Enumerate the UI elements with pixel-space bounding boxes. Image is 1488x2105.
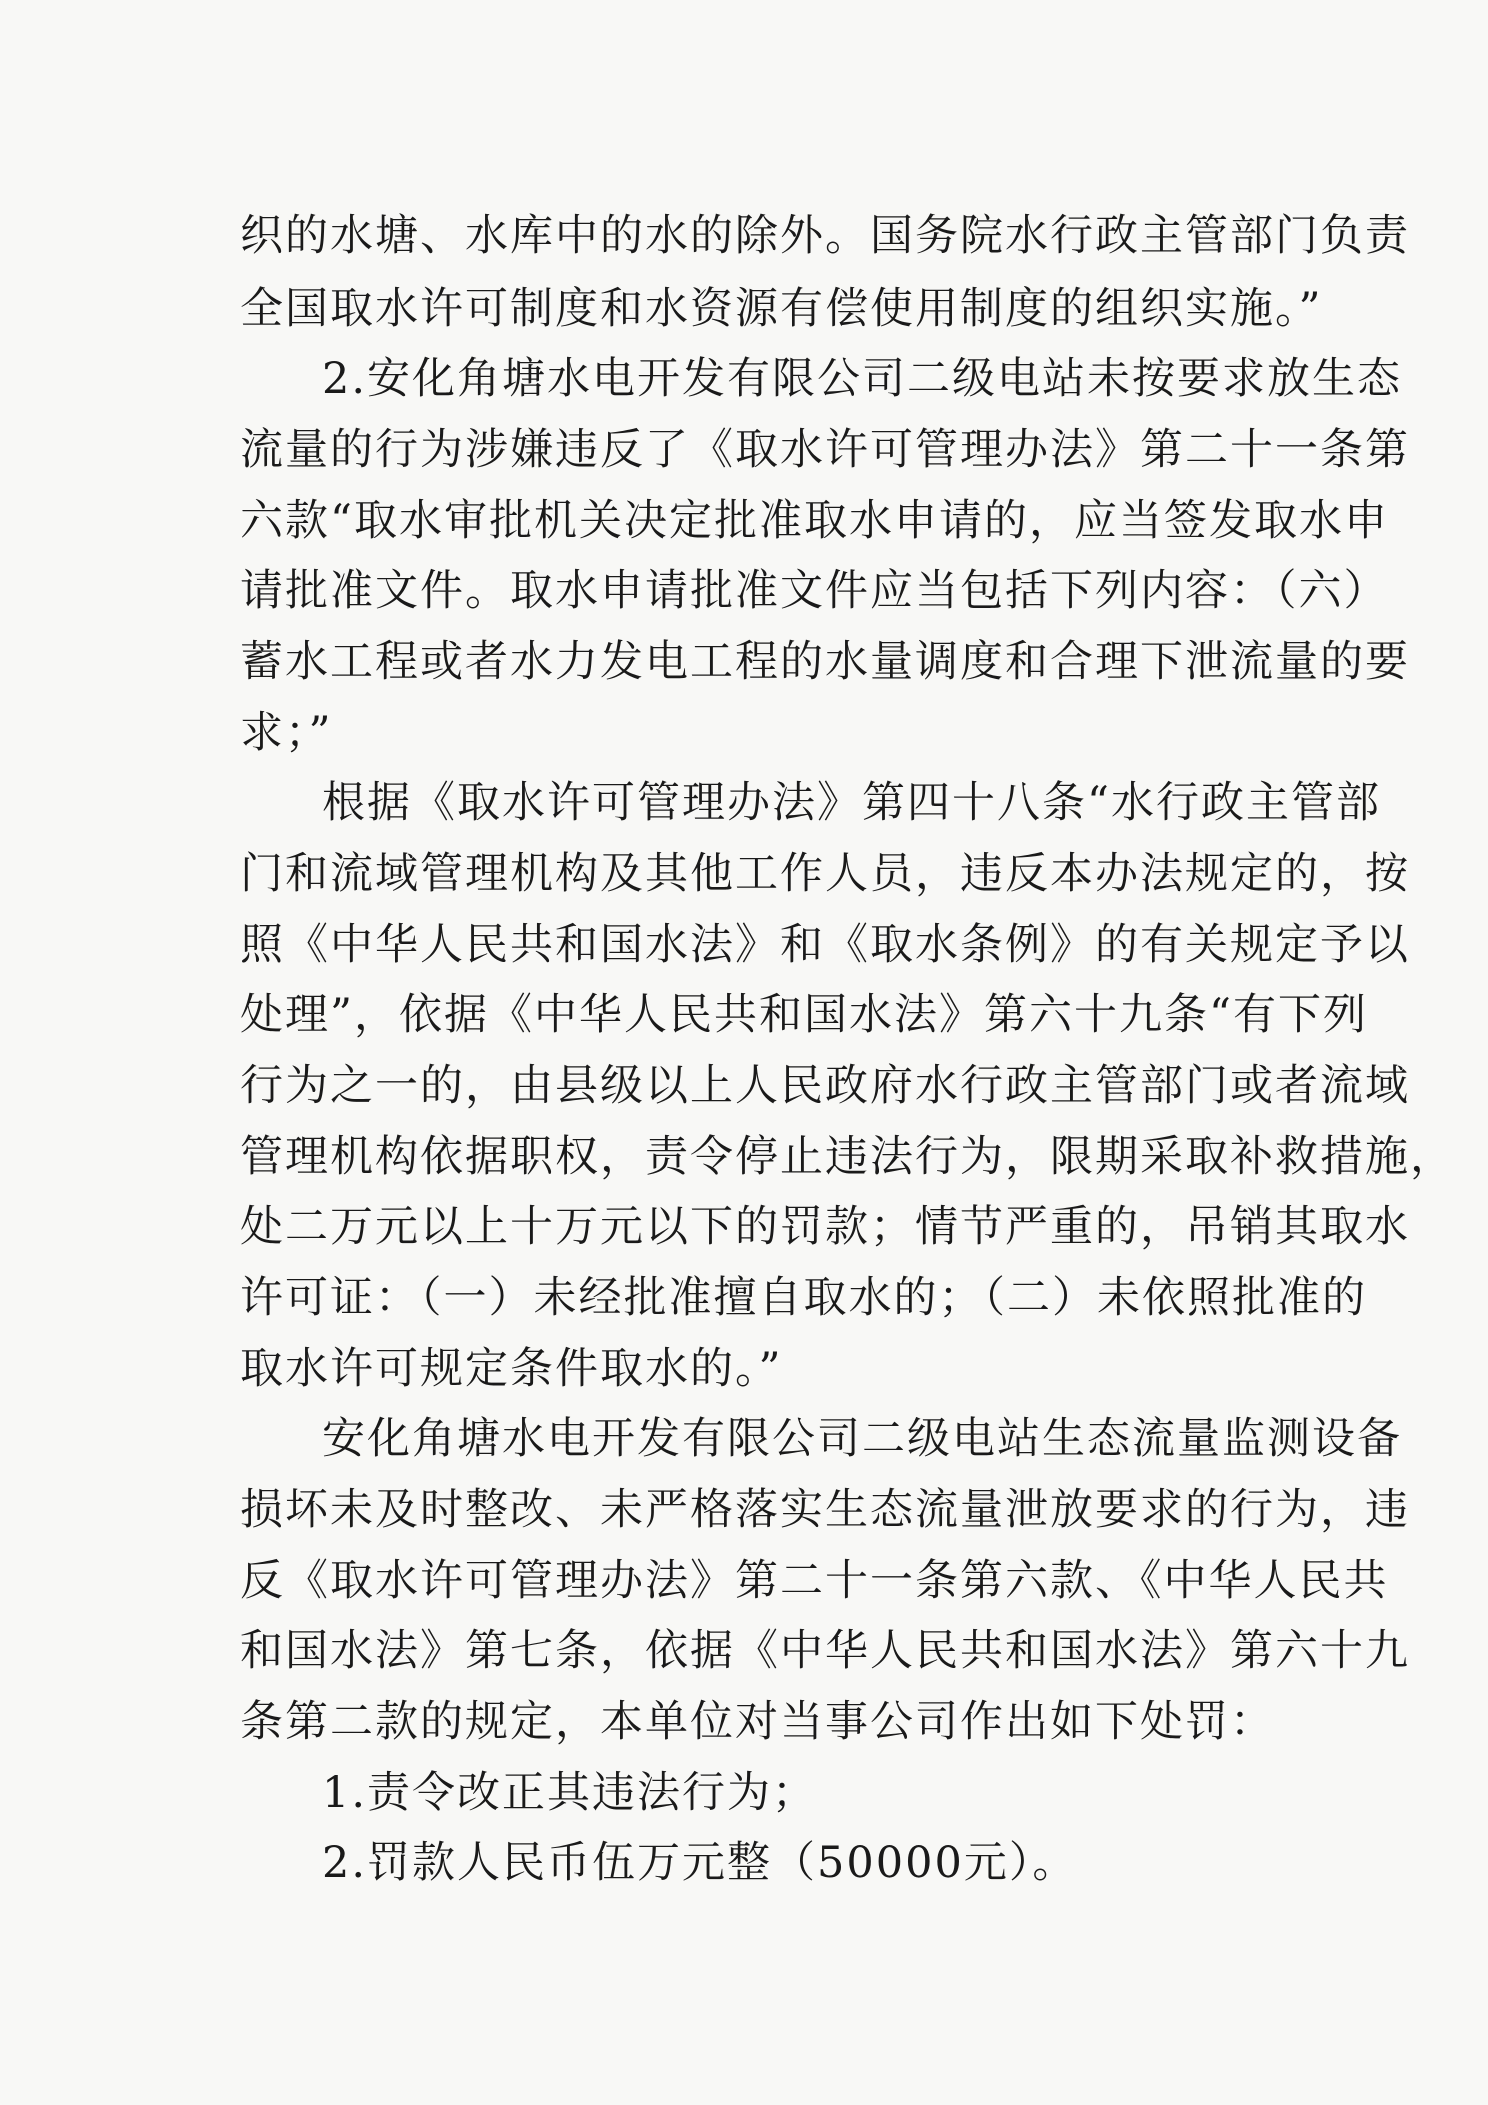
text-line-17: 取水许可规定条件取水的。” bbox=[240, 1344, 783, 1394]
text-line-4: 流量的行为涉嫌违反了《取水许可管理办法》第二十一条第 bbox=[240, 425, 1410, 475]
text-line-13: 行为之一的，由县级以上人民政府水行政主管部门或者流域 bbox=[240, 1061, 1410, 1111]
text-line-11: 照《中华人民共和国水法》和《取水条例》的有关规定予以 bbox=[240, 920, 1410, 970]
text-line-12: 处理”，依据《中华人民共和国水法》第六十九条“有下列 bbox=[240, 990, 1368, 1040]
text-line-3: 2.安化角塘水电开发有限公司二级电站未按要求放生态 bbox=[322, 354, 1403, 404]
text-line-21: 和国水法》第七条，依据《中华人民共和国水法》第六十九 bbox=[240, 1626, 1410, 1676]
text-line-2: 全国取水许可制度和水资源有偿使用制度的组织实施。” bbox=[240, 284, 1323, 334]
text-line-24: 2.罚款人民币伍万元整（50000元）。 bbox=[322, 1838, 1078, 1888]
text-line-23: 1.责令改正其违法行为； bbox=[322, 1768, 818, 1818]
text-line-20: 反《取水许可管理办法》第二十一条第六款、《中华人民共 bbox=[240, 1556, 1389, 1606]
text-line-19: 损坏未及时整改、未严格落实生态流量泄放要求的行为，违 bbox=[240, 1485, 1410, 1535]
text-line-5: 六款“取水审批机关决定批准取水申请的，应当签发取水申 bbox=[240, 496, 1389, 546]
text-line-16: 许可证：（一）未经批准擅自取水的；（二）未依照批准的 bbox=[240, 1273, 1367, 1323]
text-line-15: 处二万元以上十万元以下的罚款；情节严重的，吊销其取水 bbox=[240, 1202, 1410, 1252]
text-line-18: 安化角塘水电开发有限公司二级电站生态流量监测设备 bbox=[322, 1414, 1402, 1464]
text-line-9: 根据《取水许可管理办法》第四十八条“水行政主管部 bbox=[322, 778, 1381, 828]
text-line-22: 条第二款的规定，本单位对当事公司作出如下处罚： bbox=[240, 1697, 1275, 1747]
text-line-7: 蓄水工程或者水力发电工程的水量调度和合理下泄流量的要 bbox=[240, 637, 1410, 687]
text-line-10: 门和流域管理机构及其他工作人员，违反本办法规定的，按 bbox=[240, 849, 1410, 899]
text-line-1: 织的水塘、水库中的水的除外。国务院水行政主管部门负责 bbox=[240, 211, 1410, 261]
text-line-8: 求；” bbox=[240, 708, 333, 758]
text-line-14: 管理机构依据职权，责令停止违法行为，限期采取补救措施， bbox=[240, 1132, 1455, 1182]
text-line-6: 请批准文件。取水申请批准文件应当包括下列内容：（六） bbox=[240, 566, 1389, 616]
